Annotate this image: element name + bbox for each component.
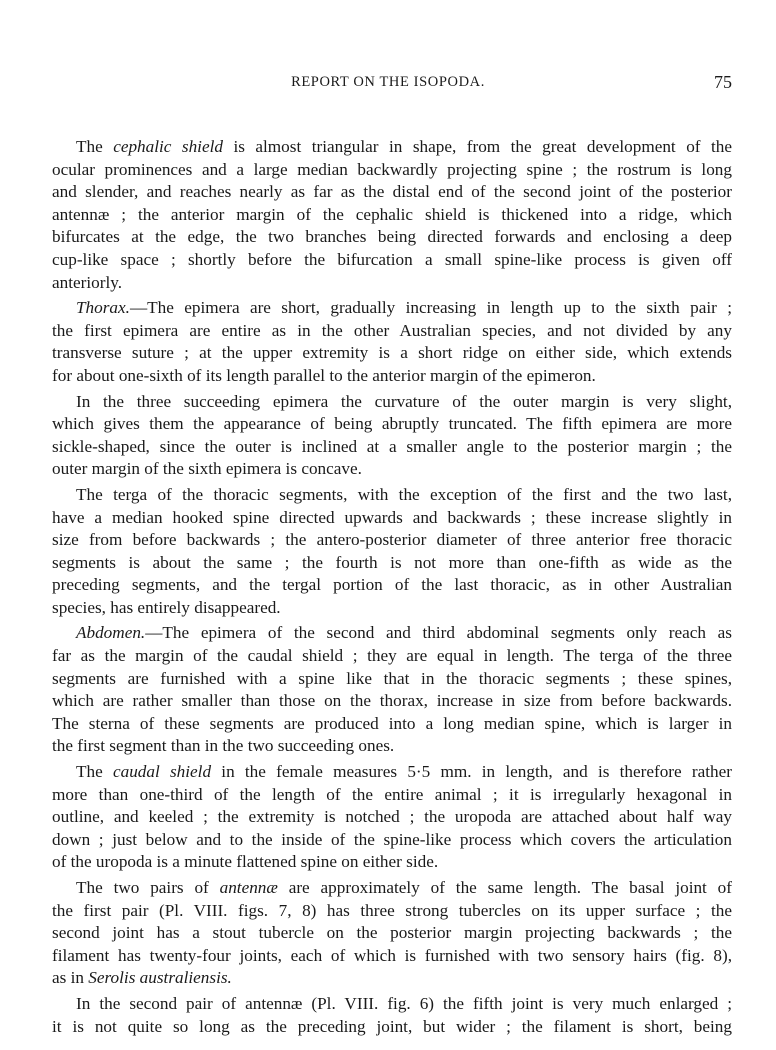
text-line [52,272,732,295]
text-line [52,967,732,990]
text-run: in the female measures 5·5 mm. in length, and is therefore rather [211,762,732,782]
text-line [52,829,732,852]
italic-term: cephalic shield [113,137,223,156]
text-line [52,204,732,227]
text-line [52,136,732,159]
text-run: down ; just below and to the inside of the spine-like process which covers the articulation [52,829,732,849]
text-run: preceding segments, and the tergal portion of the last thoracic, as in other Australian [52,575,732,595]
text-line [52,645,732,668]
text-run: are approximately of the same length. The basal joint of [277,878,732,897]
text-run: for about one-sixth of its length parallel to the anterior margin of the epimeron. [52,365,596,385]
paragraph [52,136,732,294]
text-run: The terga of the thoracic segments, with the exception of the first and the two last, [76,484,732,504]
page-number: 75 [714,72,732,92]
text-line [52,529,732,552]
text-line [52,877,732,900]
text-run: cup-like space ; shortly before the bifurcation a small spine-like process is given off [52,249,732,269]
text-line [52,413,732,436]
paragraph [52,391,732,481]
text-run: filament has twenty-four joints, each of which is furnished with two sensory hairs (fig. 8), [52,945,732,965]
text-line [52,735,732,758]
text-line [52,597,732,620]
text-run: second joint has a stout tubercle on the posterior margin projecting backwards ; the [52,923,732,943]
text-run: the first epimera are entire as in the other Australian species, and not divided by any [52,320,732,340]
text-line [52,668,732,691]
running-head: REPORT ON THE ISOPODA. [291,74,485,90]
text-line [52,249,732,272]
text-run: the first segment than in the two succeeding ones. [52,736,395,756]
text-run: In the three succeeding epimera the curvature of the outer margin is very slight, [76,391,732,411]
text-line [52,945,732,968]
paragraph [52,622,732,758]
text-line [52,484,732,507]
text-run: antennæ ; the anterior margin of the cephalic shield is thickened into a ridge, which [52,204,732,224]
text-line [52,806,732,829]
text-run: sickle-shaped, since the outer is inclined at a smaller angle to the posterior margin ; the [52,436,732,456]
text-run: which are rather smaller than those on the thorax, increase in size from before backwards. [52,691,732,711]
text-line [52,1016,732,1039]
text-run: as in [52,968,89,988]
text-line [52,713,732,736]
text-line [52,226,732,249]
text-run: more than one-third of the length of the entire animal ; it is irregularly hexagonal in [52,784,732,804]
text-run: —The epimera are short, gradually increasing in length up to the sixth pair ; [129,298,732,318]
text-run: ocular prominences and a large median backwardly projecting spine ; the rostrum is long [52,159,732,179]
text-line [52,365,732,388]
italic-term: caudal shield [112,762,212,782]
text-line [52,458,732,481]
text-run: and slender, and reaches nearly as far as the distal end of the second joint of the posterior [52,182,732,202]
text-run: size from before backwards ; the antero-posterior diameter of three anterior free thoracic [52,530,732,550]
paragraph [52,761,732,874]
text-run: In the second pair of antennæ (Pl. VIII. fig. 6) the fifth joint is very much enlarged ; [76,993,732,1013]
text-run: which gives them the appearance of being abruptly truncated. The fifth epimera are more [52,414,732,434]
text-line [52,297,732,320]
text-line [52,342,732,365]
paragraph [52,484,732,620]
text-line [52,851,732,874]
text-run: of the uropoda is a minute flattened spine on either side. [52,852,439,872]
text-line [52,784,732,807]
text-line [52,574,732,597]
text-line [52,552,732,575]
text-run: segments are furnished with a spine like that in the thoracic segments ; these spines, [52,668,732,688]
text-run: transverse suture ; at the upper extremity is a short ridge on either side, which extends [52,343,732,363]
paragraph [52,297,732,387]
text-line [52,181,732,204]
text-line [52,993,732,1016]
text-run: have a median hooked spine directed upwards and backwards ; these increase slightly in [52,507,732,527]
text-line [52,436,732,459]
text-run: the first pair (Pl. VIII. figs. 7, 8) has three strong tubercles on its upper surface ; the [52,900,732,920]
text-run: The [76,137,114,156]
text-line [52,922,732,945]
text-run: segments is about the same ; the fourth is not more than one-fifth as wide as the [52,552,732,572]
text-run: anteriorly. [52,272,122,292]
text-line [52,761,732,784]
text-line [52,622,732,645]
paragraph [52,993,732,1038]
text-line [52,507,732,530]
text-run: outer margin of the sixth epimera is concave. [52,459,362,479]
text-run: —The epimera of the second and third abdominal segments only reach as [145,623,732,643]
text-run: The [76,762,113,782]
italic-term: Abdomen. [76,623,146,643]
italic-term: Thorax. [76,298,130,318]
text-line [52,391,732,414]
italic-term: antennæ [219,878,278,897]
text-run: bifurcates at the edge, the two branches being directed forwards and enclosing a deep [52,227,732,247]
text-line [52,320,732,343]
text-run: The two pairs of [76,878,220,897]
text-run: it is not quite so long as the preceding joint, but wider ; the filament is short, being [52,1016,732,1036]
text-run: species, has entirely disappeared. [52,597,281,617]
text-run: far as the margin of the caudal shield ; they are equal in length. The terga of the three [52,646,732,666]
text-line [52,159,732,182]
text-run: outline, and keeled ; the extremity is notched ; the uropoda are attached about half way [52,807,732,827]
paragraph [52,877,732,990]
text-run: is almost triangular in shape, from the great development of the [222,137,732,156]
text-line [52,900,732,923]
body-text [52,136,732,1041]
text-line [52,690,732,713]
italic-term: Serolis australiensis. [88,968,232,988]
text-run: The sterna of these segments are produced into a long median spine, which is larger in [52,713,732,733]
